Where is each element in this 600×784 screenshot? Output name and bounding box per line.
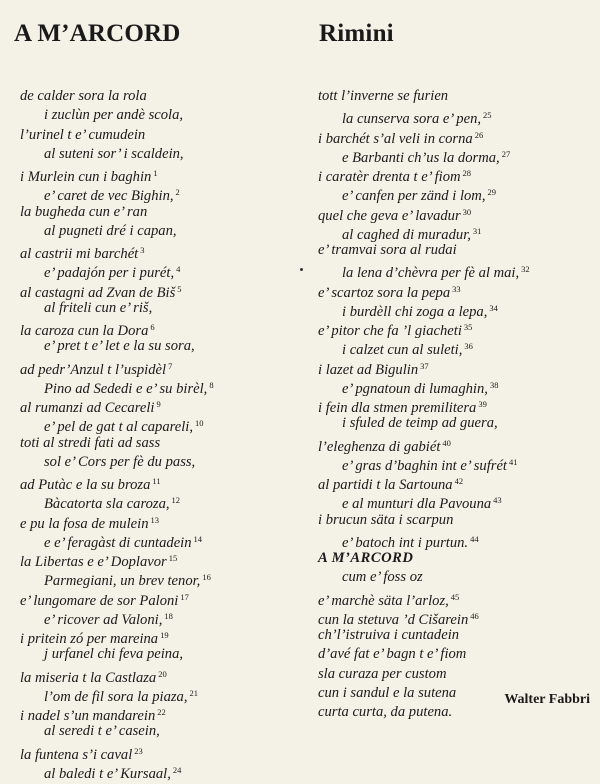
poem-line-text: e’ pitor che fa ’l giacheti [318,323,462,339]
poem-line [20,549,305,568]
poem-line [20,491,305,513]
poem-line-text: i brucun säta i scarpun [318,511,454,528]
footnote-marker: 46 [470,610,479,621]
footnote-marker: 14 [193,533,203,544]
poem-line [20,318,305,337]
footnote-marker: 19 [160,630,169,640]
footnote-marker: 37 [420,360,429,371]
footnote-marker: 21 [189,687,199,698]
poem-line [318,414,593,433]
poem-line [20,280,305,299]
poem-line [318,588,593,607]
footnote-marker: 39 [478,399,487,409]
footnote-marker: 30 [462,206,472,217]
poem-line-text: tott l’inverne se furien [318,88,449,104]
footnote-marker: 10 [195,418,204,429]
poem-line-text: i caratèr drenta t e’ fiom [318,169,461,185]
poem-line [20,395,305,414]
poem-line [20,203,305,222]
poem-line-text: e’ lungomare de sor Paloni [20,592,179,609]
poem-line [318,434,593,453]
poem-line-text: al rumanzi ad Cecareli [20,400,155,416]
poem-line-text: i Murlein cun i baghin [20,169,152,185]
poem-line-text: al seredi t e’ casein, [44,723,160,740]
poem-line-text: sla curaza per custom [318,665,447,682]
footnote-marker: 42 [454,476,464,486]
poem-line-text: ch’l’istruiva i cuntadein [318,627,460,643]
poem-line [318,530,593,549]
poem-line [318,183,593,205]
poem-line-text: e’ marchè säta l’arloz, [318,592,449,609]
poem-line-text: al friteli cun e’ riš, [44,299,153,316]
poem-line-text: i burdèll chi zoga a lepa, [342,303,488,320]
poem-line-text: i fein dla stmen premilitera [318,400,477,416]
poem-line [20,260,305,282]
poem-line-text: e’ pel de gat t al capareli, [44,419,194,436]
poem-line [318,87,593,106]
footnote-marker: 44 [470,533,479,544]
footnote-marker: 3 [140,245,145,255]
poem-line-text: al suteni sor’ i scaldein, [44,145,184,162]
poem-line [318,357,593,376]
poem-line [318,106,593,128]
poem-line [20,626,305,645]
poem-line-text: Bàcatorta sla caroza, [44,496,170,513]
poem-line-text: e’ batoch int i purtun. [342,534,469,551]
poem-line [318,222,593,241]
poem-line [20,742,305,761]
footnote-marker: 18 [164,610,173,621]
poem-line-text: la bugheda cun e’ ran [20,203,148,220]
poem-line-text: i nadel s’un mandarein [20,708,156,724]
poem-line [20,453,305,472]
poem-line [20,414,305,436]
poem-line [318,126,593,145]
footnote-marker: 23 [134,745,143,756]
poem-line [318,665,593,684]
poem-line-text: la cunserva sora e’ pen, [342,111,482,128]
poem-line-text: de calder sora la rola [20,88,147,104]
poem-line [318,645,593,664]
footnote-marker: 26 [474,129,484,140]
poem-line [20,684,305,703]
poem-line-text: la funtena s’i caval [20,746,133,763]
footnote-marker: 33 [452,283,461,294]
footnote-marker: 32 [521,264,530,275]
poem-line-text: cun la stetuva ’d Cišarein [318,611,469,628]
place-title: Rimini [319,20,394,47]
poem-line-text: e’ pgnatoun di lumaghin, [342,380,488,397]
poem-line [318,318,593,337]
footnote-marker: 27 [501,148,511,159]
footnote-marker: 43 [493,495,502,506]
poem-line-text: e pu la fosa de mulein [20,515,149,532]
footnote-marker: 17 [180,591,189,602]
poem-line-text: j urfanel chi feva peina, [44,646,184,663]
poem-line [318,472,593,491]
poem-line [318,453,593,472]
poem-line-text: toti al stredi fati ad sass [20,434,161,451]
poem-line-text: la caroza cun la Dora [20,323,149,339]
poem-line-text: al baledi t e’ Kursaal, [44,765,171,782]
poem-line-text: curta curta, da putena. [318,704,453,720]
poem-line-text: e’ padajón per i purét, [44,265,175,282]
footnote-marker: 8 [209,379,214,390]
footnote-marker: 7 [168,360,173,371]
footnote-marker: 2 [175,187,180,198]
poem-line-text: i barchét s’al veli in corna [318,130,473,147]
footnote-marker: 28 [462,168,472,178]
poem-line [318,395,593,414]
poem-line [20,665,305,684]
poem-line [318,491,593,513]
poem-line [20,145,305,164]
poem-line-text: e Barbanti ch’us la dorma, [342,149,500,166]
poem-line-text: A M’ARCORD [318,550,414,566]
footnote-marker: 38 [489,379,499,390]
section-heading [318,549,593,568]
poem-line [318,241,593,260]
poem-line-text: cun i sandul e la sutena [318,684,457,701]
poem-line-text: l’om de fil sora la piaza, [44,688,188,705]
poem-line [20,241,305,260]
footnote-marker: 41 [508,456,518,467]
poem-line [318,164,593,183]
poem-line-text: e’ caret de vec Bighin, [44,188,174,205]
poem-column-right [318,87,593,722]
poem-line-text: i zuclùn per andè scola, [44,107,184,124]
poem-line [20,703,305,722]
poem-title: A M’ARCORD [14,20,181,47]
poem-line [318,568,593,587]
poem-line-text: e al munturi dla Pavouna [342,496,492,513]
poem-line [318,607,593,626]
footnote-marker: 5 [177,283,182,294]
poem-line [318,260,593,282]
footnote-marker: 12 [171,495,181,506]
poem-line-text: la Libertas e e’ Doplavor [20,554,167,570]
poem-line [318,511,593,530]
poem-line [20,722,305,741]
poem-line-text: e’ pret t e’ let e la su sora, [44,338,195,355]
poem-line-text: al partidi t la Sartouna [318,477,453,493]
footnote-marker: 22 [157,707,166,717]
footnote-marker: 29 [487,187,496,198]
poem-line [20,357,305,376]
footnote-marker: 15 [168,553,178,563]
poem-line [20,761,305,780]
poem-line-text: Pino ad Sededi e e’ su birèl, [44,380,208,397]
poem-line [20,511,305,530]
poem-line [318,626,593,645]
poem-line-text: i calzet cun al suleti, [342,342,463,359]
poem-column-left [20,87,305,780]
poem-line-text: i pritein zó per mareina [20,631,159,647]
poem-line-text: al caghed di muradur, [342,226,471,243]
footnote-marker: 11 [152,476,161,486]
poem-line [20,87,305,106]
poem-line [20,299,305,318]
poem-line-text: i sfuled de teimp ad guera, [342,415,498,432]
poem-line-text: quel che geva e’ lavadur [318,207,461,224]
footnote-marker: 31 [472,225,482,236]
poem-line [20,106,305,125]
poem-line [318,337,593,359]
poem-line [20,183,305,205]
poem-line-text: e’ canfen per zänd i lom, [342,188,486,205]
poem-line [20,434,305,453]
poem-line-text: e’ scartoz sora la pepa [318,284,451,301]
stray-dot [300,268,303,271]
footnote-marker: 35 [463,322,473,332]
poem-line-text: l’eleghenza di gabiét [318,438,441,455]
poem-line-text: Parmegiani, un brev tenor, [44,573,201,590]
poem-line [318,376,593,395]
poem-line [20,568,305,590]
poem-line-text: i lazet ad Bigulin [318,361,419,378]
poem-line [318,299,593,318]
poem-line-text: l’urinel t e’ cumudein [20,126,146,143]
poem-line-text: ad Putàc e la su broza [20,477,151,493]
author-signature: Walter Fabbri [504,692,590,707]
poem-line [20,588,305,607]
poem-line-text: al pugneti dré i capan, [44,222,177,239]
poem-line [20,530,305,549]
poem-line-text: ad pedr’Anzul t l’uspidèl [20,361,167,378]
poem-line [20,607,305,626]
poem-line-text: d’avé fat e’ bagn t e’ fiom [318,646,467,663]
poem-line [318,280,593,299]
poem-line-text: e e’ feragàst di cuntadein [44,534,192,551]
poem-line [20,164,305,183]
poem-line [318,145,593,164]
footnote-marker: 13 [150,514,159,525]
footnote-marker: 6 [150,322,155,332]
poem-line [318,203,593,222]
footnote-marker: 16 [202,572,211,583]
poem-line [20,645,305,664]
poem-line-text: e’ ricover ad Valoni, [44,611,163,628]
footnote-marker: 20 [158,668,167,679]
footnote-marker: 36 [464,341,473,352]
poem-line [20,126,305,145]
footnote-marker: 9 [156,399,161,409]
poem-line-text: al castagni ad Zvan de Biš [20,284,176,301]
footnote-marker: 1 [153,168,158,178]
footnote-marker: 25 [483,110,492,121]
footnote-marker: 24 [172,764,182,775]
footnote-marker: 34 [489,302,498,313]
poem-line-text: sol e’ Cors per fè du pass, [44,453,196,470]
footnote-marker: 45 [450,591,460,602]
poem-line-text: al castrii mi barchét [20,246,139,262]
poem-line [20,222,305,241]
poem-line-text: e’ gras d’baghin int e’ sufrét [342,457,507,474]
poem-line-text: la lena d’chèvra per fè al mai, [342,265,520,282]
footnote-marker: 40 [442,437,451,448]
poem-line [20,472,305,491]
poem-line-text: la miseria t la Castlaza [20,669,157,686]
poem-line [20,337,305,356]
footnote-marker: 4 [176,264,181,275]
poem-line-text: cum e’ foss oz [342,569,423,586]
poem-line [20,376,305,395]
poem-line-text: e’ tramvai sora al rudai [318,242,457,258]
